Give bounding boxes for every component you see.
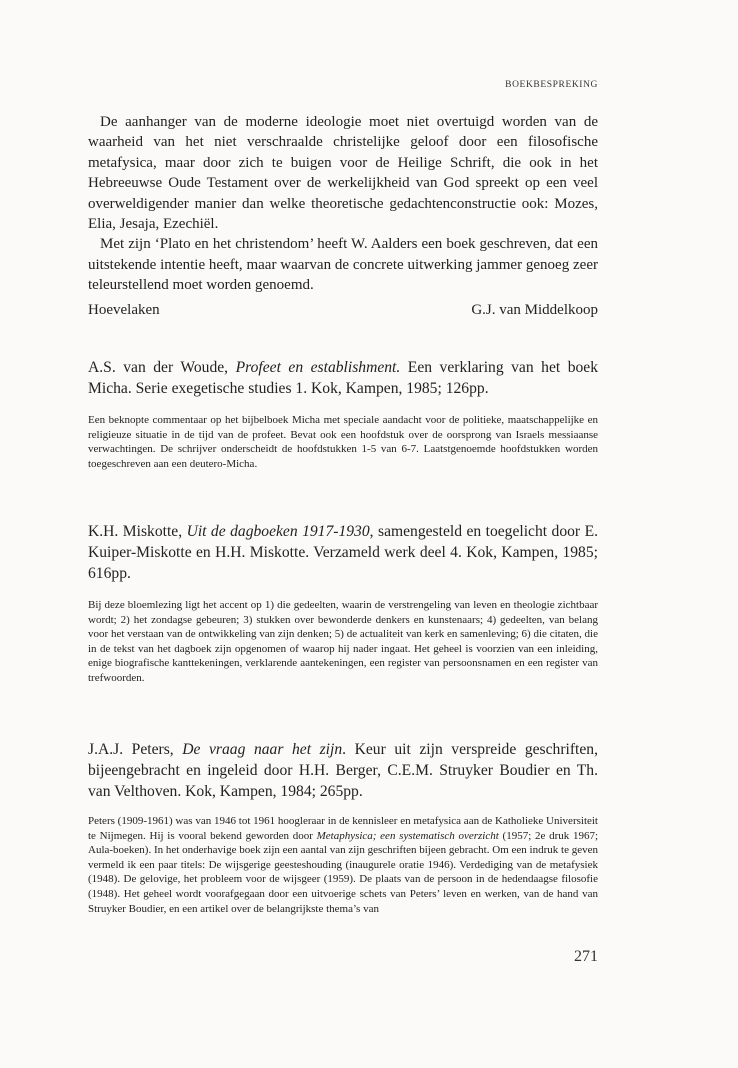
entry-3-author: J.A.J. Peters, xyxy=(88,741,174,758)
page-number: 271 xyxy=(574,948,598,965)
signature-place: Hoevelaken xyxy=(88,302,160,318)
signature-author: G.J. van Middelkoop xyxy=(471,302,598,318)
entry-2-details: , samengesteld en toegelicht door E. Kuiper-Miskotte en H.H. Miskotte. Verzameld werk deel 4. Kok, Kampen, 1985; 616pp. xyxy=(88,523,598,582)
review-paragraph-2: Met zijn ‘Plato en het christendom’ heeft W. Aalders een boek geschreven, dat een uitstekende intentie heeft, maar waarvan de concrete uitwerking jammer genoeg zeer teleurstellend moet worden genoemd. xyxy=(88,236,598,294)
review-signature xyxy=(88,300,598,320)
book-entry-2 xyxy=(88,521,598,686)
review-paragraph-1: De aanhanger van de moderne ideologie moet niet overtuigd worden van de waarheid van het niet verschraalde christelijke geloof door een filosofische metafysica, maar door zich te buigen voor de Heilige Schrift, die ook in het Hebreeuwse Oude Testament over de werkelijkheid van God spreekt op een veel overweldigender manier dan welke theoretische gedachtenconstructie ook: Mozes, Elia, Jesaja, Ezechiël. xyxy=(88,114,598,233)
entry-1-heading xyxy=(88,357,598,399)
entry-3-heading xyxy=(88,739,598,802)
running-header: BOEKBESPREKING xyxy=(505,80,598,90)
entry-1-author: A.S. van der Woude, xyxy=(88,359,229,376)
entry-3-details: . Keur uit zijn verspreide geschriften, bijeengebracht en ingeleid door H.H. Berger, C.E.M. Struyker Boudier en Th. van Velthoven. Kok, Kampen, 1984; 265pp. xyxy=(88,741,598,800)
entry-3-title: De vraag naar het zijn xyxy=(182,741,343,758)
entry-2-title: Uit de dagboeken 1917-1930 xyxy=(186,523,370,540)
review-conclusion xyxy=(88,112,598,296)
entry-1-summary: Een beknopte commentaar op het bijbelboek Micha met speciale aandacht voor de politieke, maatschappelijke en religieuze situatie in de tijd van de profeet. Bevat ook een hoofdstuk over de oorsprong van Israels messiaanse verwachtingen. De schrijver onderscheidt de hoofdstukken 1-5 van 6-7. Laatstgenoemde hoofdstukken worden toegeschreven aan een deutero-Micha. xyxy=(88,414,598,470)
book-entry-1 xyxy=(88,357,598,471)
entry-3-summary-italic: Metaphysica; een systematisch overzicht xyxy=(316,829,499,842)
entry-1-title: Profeet en establishment. xyxy=(235,359,401,376)
entry-3-summary xyxy=(88,814,598,916)
entry-2-heading xyxy=(88,521,598,584)
entry-2-author: K.H. Miskotte, xyxy=(88,523,183,540)
entry-3-summary-part-b: (1957; 2e druk 1967; Aula-boeken). In het onderhavige boek zijn een aantal van zijn geschriften bijeen gebracht. Om een indruk te geven vermeld ik een paar titels: De wijsgerige geesteshouding (inaugurele oratie 1946). Verdediging van de metafysiek (1948). De gelovige, het probleem voor de wijsgeer (1959). De plaats van de persoon in de hedendaagse filosofie (1948). Het geheel wordt voorafgegaan door een uitvoerige schets van Peters’ leven en werken, van de hand van Struyker Boudier, en een artikel over de belangrijkste thema’s van xyxy=(88,829,599,915)
entry-3-summary-part-a: Peters (1909-1961) was van 1946 tot 1961 hoogleraar in de kennisleer en metafysica aan de Katholieke Universiteit te Nijmegen. Hij is vooral bekend geworden door xyxy=(88,815,598,842)
book-entry-3 xyxy=(88,739,598,916)
entry-2-summary: Bij deze bloemlezing ligt het accent op 1) die gedeelten, waarin de verstrengeling van leven en theologie zichtbaar wordt; 2) het zondagse gebeuren; 3) stukken over bewonderde denkers en kunstenaars; 4) gedeelten, van belang voor het verstaan van de ontwikkeling van zijn denken; 5) de actualiteit van kerk en samenleving; 6) die citaten, die in de tekst van het dagboek zijn opgenomen of waarop hij nader ingaat. Het geheel is voorzien van een inleiding, enige biografische kanttekeningen, verklarende aantekeningen, een register van persoonsnamen en een register van trefwoorden. xyxy=(88,599,598,684)
entry-1-details: Een verklaring van het boek Micha. Serie exegetische studies 1. Kok, Kampen, 1985; 126pp. xyxy=(88,359,599,397)
